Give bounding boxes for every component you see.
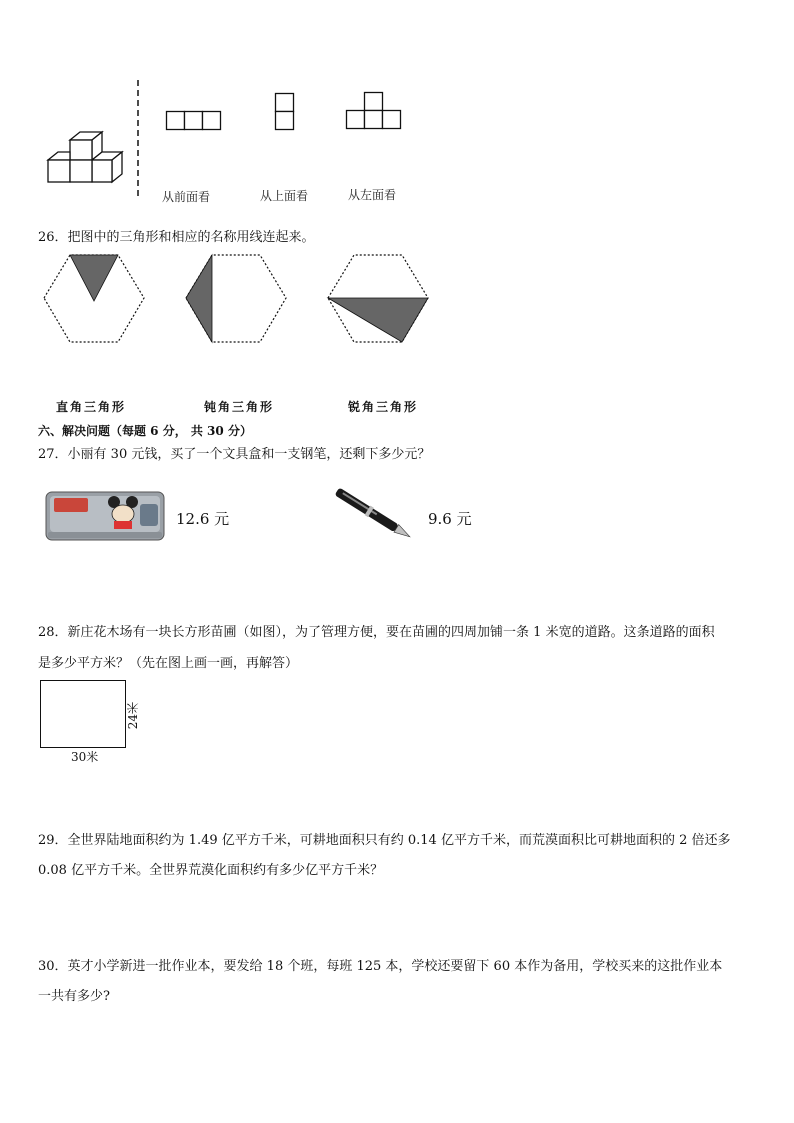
left-view-label: 从左面看 [348, 188, 397, 202]
pen-price: 9.6 元 [428, 510, 472, 528]
section-heading: 六、解决问题（每题 6 分， 共 30 分） [38, 424, 252, 438]
pencil-box-image [44, 488, 166, 542]
q28-line2: 是多少平方米？（先在图上画一画，再解答） [38, 656, 299, 671]
q29-line2: 0.08 亿平方千米。全世界荒漠化面积约有多少亿平方千米？ [38, 863, 384, 878]
label-obtuse-triangle: 钝角三角形 [204, 400, 275, 414]
label-right-triangle: 直角三角形 [56, 400, 127, 414]
rect-width-label: 30米 [71, 750, 99, 764]
q26-prompt: 26．把图中的三角形和相应的名称用线连起来。 [38, 230, 315, 245]
left-view-figure [345, 92, 403, 132]
top-view-label: 从上面看 [260, 189, 309, 203]
pencil-box-price: 12.6 元 [176, 510, 230, 528]
pen-image [326, 488, 422, 542]
front-view-label: 从前面看 [162, 190, 211, 204]
dashed-divider [136, 80, 140, 200]
front-view-figure [166, 111, 222, 131]
q27-prompt: 27．小丽有 30 元钱，买了一个文具盒和一支钢笔，还剩下多少元？ [38, 447, 431, 462]
q28-line1: 28．新庄花木场有一块长方形苗圃（如图），为了管理方便，要在苗圃的四周加铺一条 1 米宽的道路。这条道路的面积 [38, 625, 715, 640]
hexagon-obtuse-triangle [184, 254, 288, 344]
label-acute-triangle: 锐角三角形 [348, 400, 419, 414]
top-view-figure [275, 93, 295, 131]
cube-stack-figure [40, 128, 130, 190]
nursery-rectangle [40, 680, 126, 748]
q29-line1: 29．全世界陆地面积约为 1.49 亿平方千米，可耕地面积只有约 0.14 亿平方千米，而荒漠面积比可耕地面积的 2 倍还多 [38, 833, 731, 848]
q30-line2: 一共有多少? [38, 989, 110, 1004]
rect-height-label: 24米 [126, 702, 140, 730]
q30-line1: 30．英才小学新进一批作业本，要发给 18 个班，每班 125 本，学校还要留下 60 本作为备用，学校买来的这批作业本 [38, 959, 723, 974]
hexagon-acute-triangle [326, 254, 430, 344]
hexagon-right-triangle [42, 254, 146, 344]
